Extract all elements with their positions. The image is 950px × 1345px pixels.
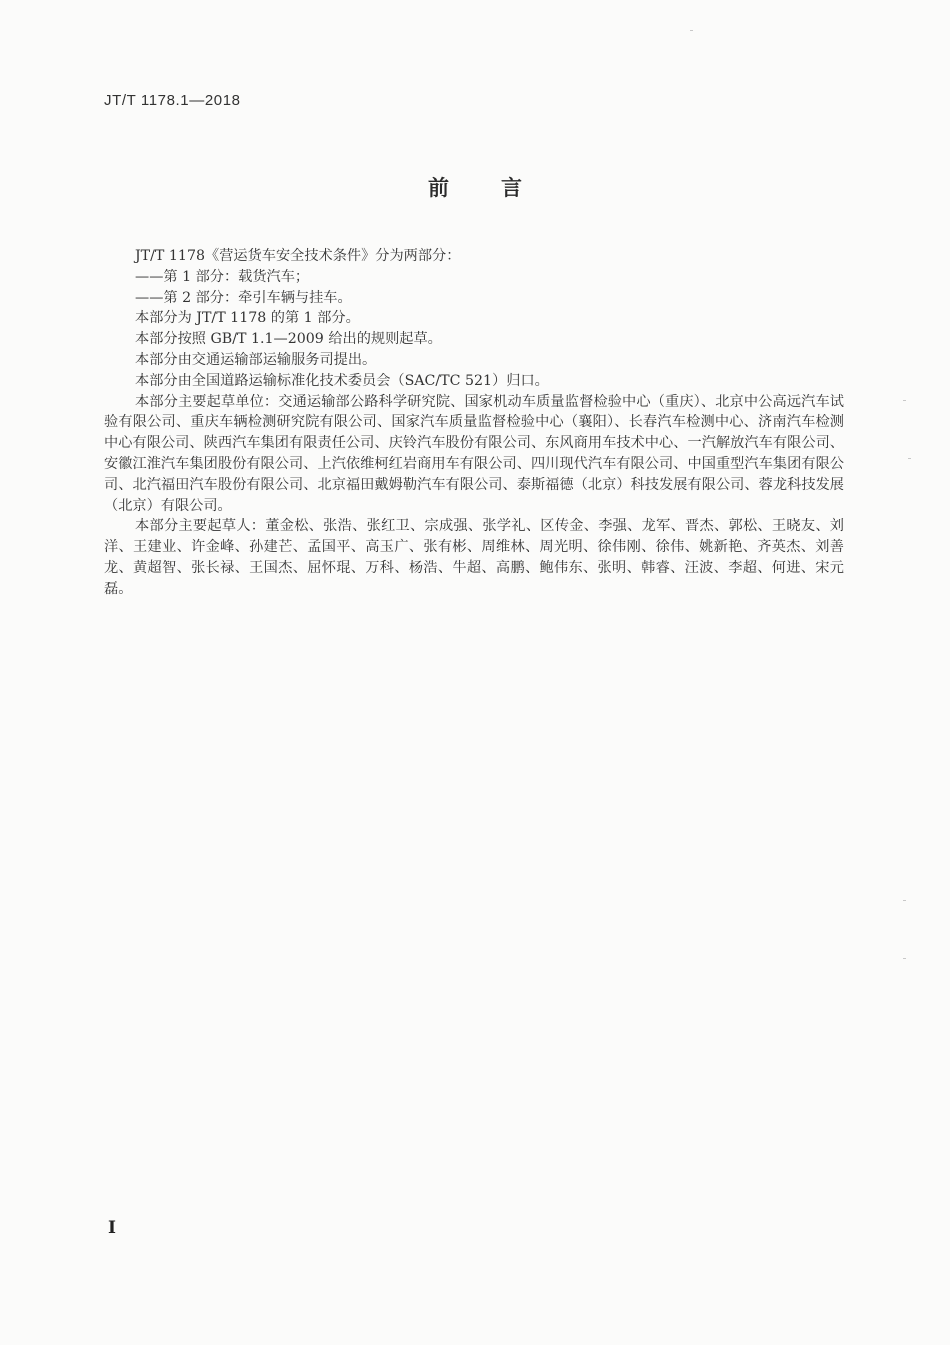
paragraph-committee: 本部分由全国道路运输标准化技术委员会（SAC/TC 521）归口。 [135, 372, 549, 389]
scan-speck [903, 958, 906, 959]
scan-speck [903, 400, 906, 401]
scan-speck [903, 900, 906, 901]
part-item-2: ——第 2 部分：牵引车辆与挂车。 [135, 289, 352, 306]
foreword-body [104, 246, 844, 600]
scan-speck [908, 458, 911, 459]
part-item-1: ——第 1 部分：载货汽车； [135, 268, 310, 285]
document-code: JT/T 1178.1—2018 [104, 92, 241, 109]
paragraph-drafting-units: 本部分主要起草单位：交通运输部公路科学研究院、国家机动车质量监督检验中心（重庆）、北京中公高远汽车试验有限公司、重庆车辆检测研究院有限公司、国家汽车质量监督检验中心（襄阳）、长春汽车检测中心、济南汽车检测中心有限公司、陕西汽车集团有限责任公司、庆铃汽车股份有限公司、东风商用车技术中心、一汽解放汽车有限公司、安徽江淮汽车集团股份有限公司、上汽依维柯红岩商用车有限公司、四川现代汽车有限公司、中国重型汽车集团有限公司、北汽福田汽车股份有限公司、北京福田戴姆勒汽车有限公司、泰斯福德（北京）科技发展有限公司、蓉龙科技发展（北京）有限公司。 [104, 393, 844, 514]
scan-speck [690, 30, 693, 31]
paragraph-drafters: 本部分主要起草人：董金松、张浩、张红卫、宗成强、张学礼、区传金、李强、龙军、晋杰、郭松、王晓友、刘洋、王建业、许金峰、孙建芒、孟国平、高玉广、张有彬、周维林、周光明、徐伟刚、徐伟、姚新艳、齐英杰、刘善龙、黄超智、张长禄、王国杰、屈怀琨、万科、杨浩、牛超、高鹏、鲍伟东、张明、韩睿、汪波、李超、何进、宋元磊。 [104, 518, 844, 597]
page-number: I [108, 1218, 116, 1238]
paragraph-part-scope: 本部分为 JT/T 1178 的第 1 部分。 [135, 310, 360, 327]
intro-paragraph: JT/T 1178《营运货车安全技术条件》分为两部分： [135, 248, 461, 264]
paragraph-drafting-rules: 本部分按照 GB/T 1.1—2009 给出的规则起草。 [135, 331, 442, 348]
paragraph-proposer: 本部分由交通运输部运输服务司提出。 [135, 351, 377, 368]
page-title: 前言 [428, 176, 574, 200]
